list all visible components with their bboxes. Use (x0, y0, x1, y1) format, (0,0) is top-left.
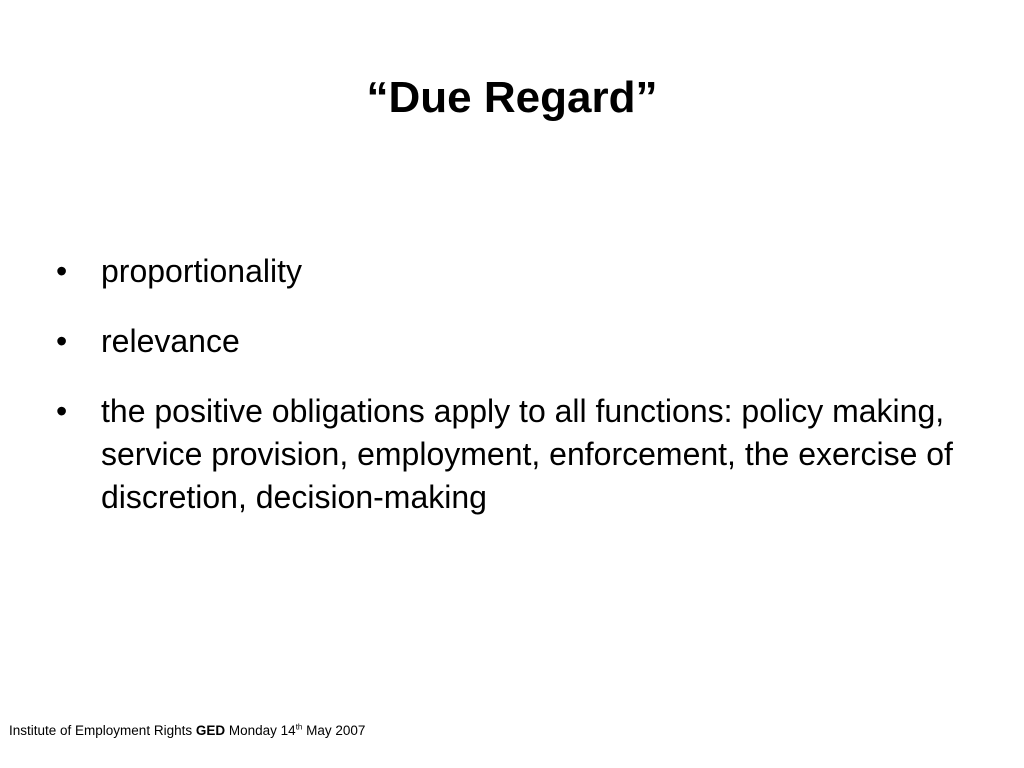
bullet-icon: • (56, 393, 68, 429)
footer-date-day: Monday 14 (228, 723, 296, 738)
slide-footer (9, 722, 365, 740)
footer-organisation: Institute of Employment Rights (9, 723, 193, 738)
bullet-text: proportionality (101, 253, 302, 289)
bullet-list (56, 250, 956, 519)
footer-event: GED (195, 723, 226, 738)
bullet-item-relevance (56, 320, 956, 363)
bullet-icon: • (56, 323, 68, 359)
footer-date-month-year: May 2007 (306, 723, 366, 738)
bullet-icon: • (56, 253, 68, 289)
bullet-text: relevance (101, 323, 240, 359)
bullet-item-proportionality (56, 250, 956, 293)
slide-title: “Due Regard” (366, 73, 658, 122)
bullet-item-positive-obligations (56, 390, 956, 519)
footer-date-ordinal: th (295, 722, 303, 732)
bullet-text: the positive obligations apply to all functions: policy making, service provision, employment, enforcement, the exercise of discretion, decision-making (101, 393, 953, 515)
